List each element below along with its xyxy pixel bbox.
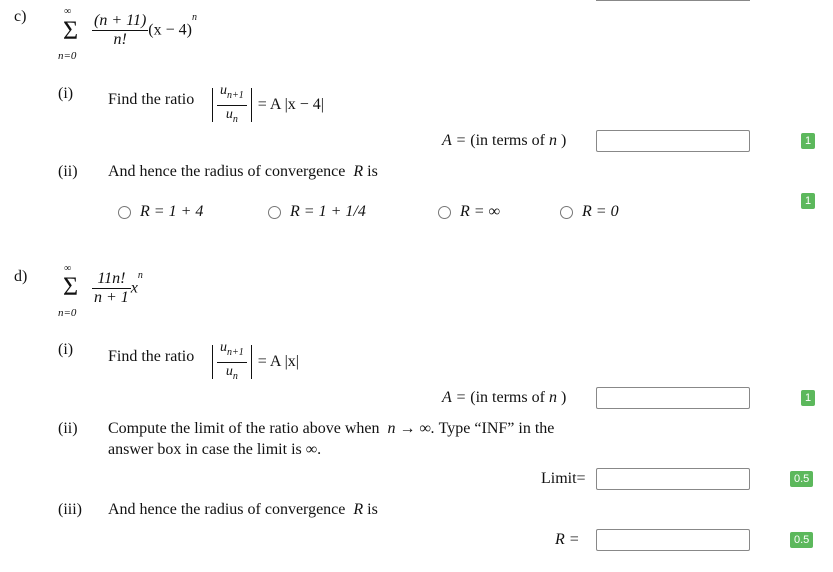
part-d-iii-text: And hence the radius of convergence R is	[108, 501, 378, 518]
part-c-ratio-rhs: = A |x − 4|	[257, 96, 324, 114]
part-d-a-input[interactable]	[596, 387, 750, 409]
sum-d-sigma: Σ	[63, 272, 79, 301]
series-d-denominator: n + 1	[94, 289, 129, 306]
part-c-ii-label: (ii)	[58, 163, 78, 180]
series-d-tail: x	[130, 279, 138, 297]
limit-input[interactable]	[596, 468, 750, 490]
series-c-tail: (x − 4)	[148, 21, 192, 39]
previous-answer-input[interactable]	[596, 0, 750, 1]
part-c-a-input[interactable]	[596, 130, 750, 152]
part-d-ii-line2: answer box in case the limit is ∞.	[108, 441, 322, 458]
sum-c-lower: n=0	[58, 50, 77, 62]
part-d-ii-line1: Compute the limit of the ratio above when n → ∞. Type “INF” in the	[108, 420, 555, 437]
radio-circle-icon[interactable]	[268, 206, 281, 219]
part-d-a-score-badge: 1	[801, 390, 815, 406]
option-r-1-plus-4[interactable]: R = 1 + 4	[118, 203, 203, 221]
part-d-ii-label: (ii)	[58, 420, 78, 437]
series-c-term	[92, 12, 197, 49]
part-d-iii-label: (iii)	[58, 501, 82, 518]
part-d-i-label: (i)	[58, 341, 74, 358]
series-c-denominator: n!	[113, 31, 127, 48]
part-d-label: d)	[14, 268, 28, 285]
part-d-ratio-rhs: = A |x|	[257, 353, 299, 371]
part-c-a-prompt: A = (in terms of n )	[442, 132, 567, 149]
radio-circle-icon[interactable]	[560, 206, 573, 219]
option-r-infinity[interactable]: R = ∞	[438, 203, 500, 221]
radio-circle-icon[interactable]	[118, 206, 131, 219]
series-c-numerator: (n + 11)	[94, 12, 147, 29]
radio-circle-icon[interactable]	[438, 206, 451, 219]
series-c-exp: n	[191, 12, 197, 24]
series-d-numerator: 11n!	[92, 270, 131, 289]
part-c-i-text: Find the ratio	[108, 91, 195, 108]
part-c-a-score-badge: 1	[801, 133, 815, 149]
part-c-ratio: $u_{n+1}$ $u_n$ = A |x − 4|	[208, 82, 324, 129]
sum-d-upper: ∞	[64, 263, 72, 274]
option-r-zero[interactable]: R = 0	[560, 203, 619, 221]
sum-c-upper: ∞	[64, 6, 72, 17]
series-d-term	[92, 270, 143, 307]
part-c-i-label: (i)	[58, 85, 74, 102]
r-input[interactable]	[596, 529, 750, 551]
sum-c-sigma: Σ	[63, 16, 79, 45]
part-d-i-text: Find the ratio	[108, 348, 195, 365]
part-d-a-prompt: A = (in terms of n )	[442, 389, 567, 406]
part-c-label: c)	[14, 8, 27, 25]
limit-label: Limit=	[541, 470, 586, 487]
series-d-exp: n	[137, 270, 143, 282]
r-score-badge: 0.5	[790, 532, 813, 548]
option-r-1-plus-quarter[interactable]: R = 1 + 1/4	[268, 203, 366, 221]
r-label: R =	[555, 531, 580, 548]
part-c-ii-score-badge: 1	[801, 193, 815, 209]
part-d-ratio: $u_{n+1}$ $u_n$ = A |x|	[208, 339, 299, 386]
sum-d-lower: n=0	[58, 307, 77, 319]
part-c-ii-text: And hence the radius of convergence R is	[108, 163, 378, 180]
limit-score-badge: 0.5	[790, 471, 813, 487]
